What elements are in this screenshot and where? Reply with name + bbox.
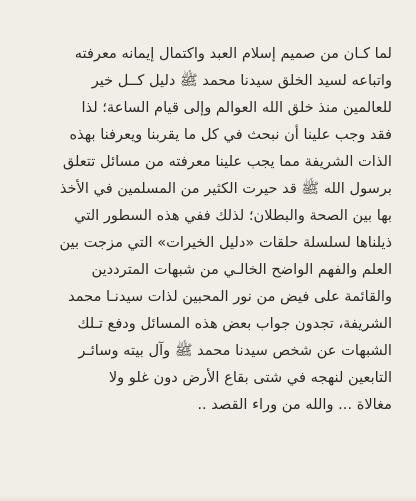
text-line-3: للعالمين منذ خلق الله العوالم وإلى قيام الساعة؛ لذا (81, 99, 392, 116)
text-line-1: لما كـان من صميم إسلام العبد واكتمال إيمانه معرفته (74, 45, 392, 62)
text-line-13: التابعين لنهجه في شتى بقاع الأرض دون غلو ولا (108, 369, 392, 386)
text-line-10: والقائمة على فيض من نور المحبين لذات سيدنـا محمد (68, 288, 392, 305)
text-line-8: ذيلناها لسلسلة حلقات «دليل الخيرات» التي مزجت بين (59, 234, 392, 251)
text-line-11: الشريفة، تجدون جواب بعض هذه المسائل ودفع تـلك (77, 315, 392, 332)
text-line-7: بها بين الصحة والبطلان؛ لذلك ففي هذه السطور التي (74, 207, 392, 224)
text-line-6: برسول الله ﷺ قد حيرت الكثير من المسلمين في الأخذ (59, 180, 392, 197)
text-line-5: الذات الشريفة مما يجب علينا معرفته من مسائل تتعلق (62, 153, 392, 170)
text-line-2: واتباعه لسيد الخلق سيدنا محمد ﷺ دليل كــل خير (91, 72, 392, 89)
text-line-12: الشبهات عن شخص سيدنا محمد ﷺ وآل بيته وسائـر (78, 342, 392, 359)
paragraph (24, 40, 392, 418)
text-line-14: مغالاة ... والله من وراء القصد .. (197, 396, 392, 413)
text-line-9: العلم والفهم الواضح الخالـي من شبهات المترددين (91, 261, 392, 278)
page-bottom-edge (0, 495, 416, 501)
text-line-4: فقد وجب علينا أن نبحث في كل ما يقربنا ويعرفنا بهذه (69, 126, 392, 143)
